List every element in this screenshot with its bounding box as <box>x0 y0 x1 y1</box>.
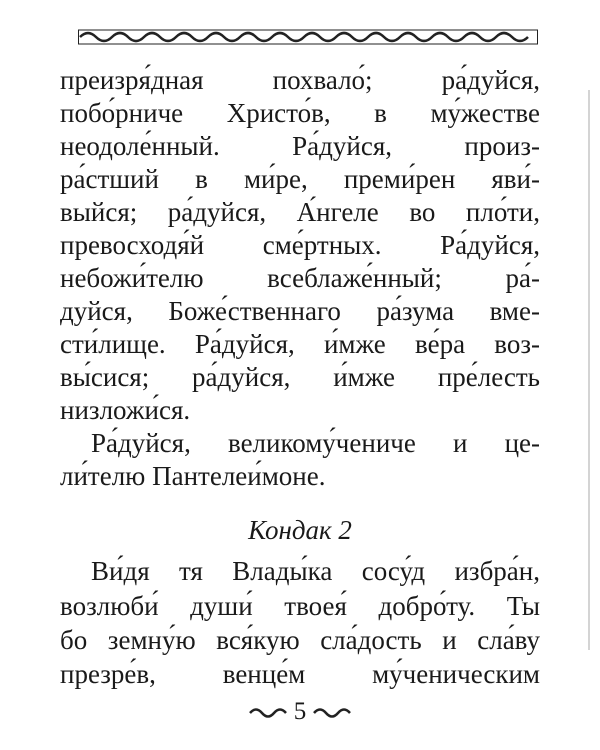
text-line: неодоле́нный. Ра́дуйся, произ- <box>60 131 540 161</box>
page-edge <box>588 90 590 650</box>
text-line: ра́стший в ми́ре, преми́рен яви́- <box>60 164 540 194</box>
top-ornament-border <box>78 28 538 46</box>
text-line: бо земну́ю вся́кую сла́дость и сла́ву <box>60 625 540 655</box>
text-line: дуйся, Боже́ственнаго ра́зума вме- <box>60 296 540 326</box>
text-line: презре́в, венце́м му́ченическим <box>60 659 540 689</box>
text-line: Ви́дя тя Влады́ка сосу́д избра́н, <box>91 556 540 586</box>
text-line: ли́телю Пантелеи́моне. <box>60 461 326 491</box>
text-line: побо́рниче Христо́в, в му́жестве <box>60 98 540 128</box>
text-line: Ра́дуйся, великому́чениче и це- <box>91 428 540 458</box>
right-flourish-icon <box>312 706 352 720</box>
text-line: возлюби́ души́ твоея́ добро́ту. Ты <box>60 591 540 621</box>
text-line: вы́сися; ра́дуйся, и́мже пре́лесть <box>60 362 540 392</box>
text-line: преизря́дная похвало́; ра́дуйся, <box>60 65 540 95</box>
text-line: превосходя́й сме́ртных. Ра́дуйся, <box>60 230 540 260</box>
left-flourish-icon <box>248 706 288 720</box>
text-line: низложи́ся. <box>60 395 191 425</box>
text-line: небожи́телю всеблаже́нный; ра́- <box>60 263 540 293</box>
page-number: 5 <box>293 698 307 725</box>
page-footer <box>0 697 600 727</box>
text-line: выйся; ра́дуйся, А́нгеле во пло́ти, <box>60 197 540 227</box>
text-line: сти́лище. Ра́дуйся, и́мже ве́ра воз- <box>60 329 540 359</box>
section-heading: Кондак 2 <box>248 515 352 545</box>
